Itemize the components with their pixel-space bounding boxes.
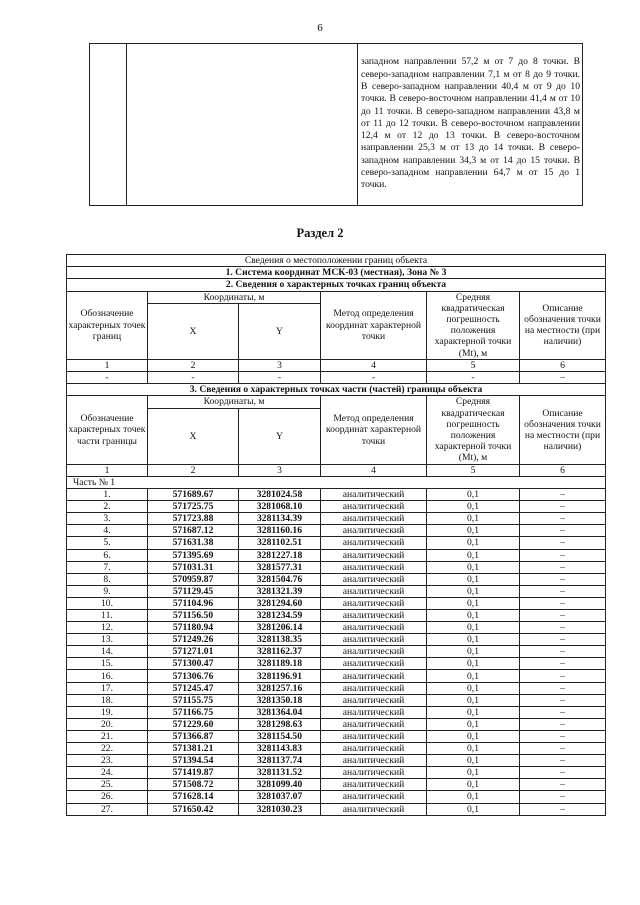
table-row (67, 610, 606, 622)
method-cell: аналитический (321, 513, 427, 525)
empty-cell: - (239, 372, 321, 384)
table-row (67, 779, 606, 791)
table-row (67, 791, 606, 803)
table-row (67, 646, 606, 658)
header-accuracy-part: Средняя квадратическая погрешность положения характерной точки (Mt), м (427, 396, 520, 464)
point-number: 17. (67, 682, 148, 694)
empty-cell: – (520, 372, 606, 384)
page-number: 6 (317, 22, 323, 34)
point-number: 21. (67, 730, 148, 742)
accuracy-cell: 0,1 (427, 767, 520, 779)
table-row (67, 537, 606, 549)
boundary-coordinates-table (66, 254, 606, 816)
accuracy-cell: 0,1 (427, 646, 520, 658)
method-cell: аналитический (321, 561, 427, 573)
accuracy-cell: 0,1 (427, 585, 520, 597)
method-cell: аналитический (321, 622, 427, 634)
x-coordinate: 571156.50 (148, 610, 239, 622)
x-coordinate: 571628.14 (148, 791, 239, 803)
accuracy-cell: 0,1 (427, 730, 520, 742)
column-number: 2 (148, 464, 239, 476)
accuracy-cell: 0,1 (427, 694, 520, 706)
column-number: 5 (427, 359, 520, 371)
method-cell: аналитический (321, 670, 427, 682)
y-coordinate: 3281131.52 (239, 767, 321, 779)
point-number: 6. (67, 549, 148, 561)
accuracy-cell: 0,1 (427, 501, 520, 513)
y-coordinate: 3281298.63 (239, 718, 321, 730)
x-coordinate: 571723.88 (148, 513, 239, 525)
point-number: 27. (67, 803, 148, 815)
method-cell: аналитический (321, 610, 427, 622)
description-cell: – (520, 489, 606, 501)
method-cell: аналитический (321, 597, 427, 609)
description-cell: – (520, 682, 606, 694)
table-row (67, 803, 606, 815)
x-coordinate: 571245.47 (148, 682, 239, 694)
table-row (67, 670, 606, 682)
table-row (67, 682, 606, 694)
coordinate-system-heading: 1. Система координат МСК-03 (местная), Зона № 3 (67, 267, 606, 279)
accuracy-cell: 0,1 (427, 573, 520, 585)
table-row (67, 694, 606, 706)
table-row (67, 561, 606, 573)
table-row (67, 658, 606, 670)
x-coordinate: 571306.76 (148, 670, 239, 682)
accuracy-cell: 0,1 (427, 791, 520, 803)
y-coordinate: 3281234.59 (239, 610, 321, 622)
point-number: 23. (67, 755, 148, 767)
y-coordinate: 3281102.51 (239, 537, 321, 549)
table-row (67, 755, 606, 767)
description-cell: – (520, 803, 606, 815)
table-row (67, 525, 606, 537)
x-coordinate: 571689.67 (148, 489, 239, 501)
header-x-part: X (148, 408, 239, 464)
x-coordinate: 571650.42 (148, 803, 239, 815)
method-cell: аналитический (321, 658, 427, 670)
accuracy-cell: 0,1 (427, 561, 520, 573)
table-row (67, 718, 606, 730)
y-coordinate: 3281504.76 (239, 573, 321, 585)
description-cell: – (520, 610, 606, 622)
accuracy-cell: 0,1 (427, 755, 520, 767)
description-cell: – (520, 646, 606, 658)
column-number: 2 (148, 359, 239, 371)
accuracy-cell: 0,1 (427, 706, 520, 718)
table-row (67, 730, 606, 742)
x-coordinate: 571155.75 (148, 694, 239, 706)
accuracy-cell: 0,1 (427, 779, 520, 791)
point-number: 13. (67, 634, 148, 646)
description-cell: – (520, 767, 606, 779)
description-cell: – (520, 730, 606, 742)
column-number: 6 (520, 464, 606, 476)
x-coordinate: 571725.75 (148, 501, 239, 513)
table-row (67, 513, 606, 525)
description-cell: – (520, 743, 606, 755)
description-cell: – (520, 597, 606, 609)
table-row (67, 489, 606, 501)
column-numbers-row-part (67, 464, 606, 476)
accuracy-cell: 0,1 (427, 513, 520, 525)
x-coordinate: 571508.72 (148, 779, 239, 791)
table-row (67, 743, 606, 755)
y-coordinate: 3281350.18 (239, 694, 321, 706)
method-cell: аналитический (321, 803, 427, 815)
x-coordinate: 571395.69 (148, 549, 239, 561)
point-number: 18. (67, 694, 148, 706)
point-number: 24. (67, 767, 148, 779)
x-coordinate: 571631.38 (148, 537, 239, 549)
method-cell: аналитический (321, 573, 427, 585)
y-coordinate: 3281030.23 (239, 803, 321, 815)
y-coordinate: 3281577.31 (239, 561, 321, 573)
point-number: 10. (67, 597, 148, 609)
method-cell: аналитический (321, 730, 427, 742)
empty-cell: - (427, 372, 520, 384)
point-number: 19. (67, 706, 148, 718)
point-number: 5. (67, 537, 148, 549)
method-cell: аналитический (321, 501, 427, 513)
accuracy-cell: 0,1 (427, 634, 520, 646)
y-coordinate: 3281068.10 (239, 501, 321, 513)
point-number: 12. (67, 622, 148, 634)
part-points-heading: 3. Сведения о характерных точках части (частей) границы объекта (67, 384, 606, 396)
y-coordinate: 3281024.58 (239, 489, 321, 501)
boundary-points-heading: 2. Сведения о характерных точках границ объекта (67, 279, 606, 291)
accuracy-cell: 0,1 (427, 610, 520, 622)
method-cell: аналитический (321, 694, 427, 706)
method-cell: аналитический (321, 489, 427, 501)
accuracy-cell: 0,1 (427, 622, 520, 634)
table-row (67, 585, 606, 597)
x-coordinate: 570959.87 (148, 573, 239, 585)
y-coordinate: 3281294.60 (239, 597, 321, 609)
point-number: 8. (67, 573, 148, 585)
table-row (67, 549, 606, 561)
y-coordinate: 3281137.74 (239, 755, 321, 767)
header-coordinates-part: Координаты, м (148, 396, 321, 408)
table-row (67, 767, 606, 779)
point-number: 11. (67, 610, 148, 622)
y-coordinate: 3281189.18 (239, 658, 321, 670)
accuracy-cell: 0,1 (427, 682, 520, 694)
column-number: 1 (67, 464, 148, 476)
y-coordinate: 3281227.18 (239, 549, 321, 561)
table-row (67, 706, 606, 718)
column-number: 4 (321, 464, 427, 476)
column-number: 3 (239, 359, 321, 371)
accuracy-cell: 0,1 (427, 525, 520, 537)
method-cell: аналитический (321, 537, 427, 549)
description-cell: – (520, 561, 606, 573)
description-cell: – (520, 779, 606, 791)
accuracy-cell: 0,1 (427, 718, 520, 730)
accuracy-cell: 0,1 (427, 743, 520, 755)
description-cell: – (520, 537, 606, 549)
description-cell: – (520, 670, 606, 682)
y-coordinate: 3281321.39 (239, 585, 321, 597)
x-coordinate: 571366.87 (148, 730, 239, 742)
x-coordinate: 571180.94 (148, 622, 239, 634)
header-y: Y (239, 303, 321, 359)
header-coordinates: Координаты, м (148, 291, 321, 303)
header-method-part: Метод определения координат характерной точки (321, 396, 427, 464)
point-number: 9. (67, 585, 148, 597)
x-coordinate: 571300.47 (148, 658, 239, 670)
description-cell: – (520, 694, 606, 706)
header-x: X (148, 303, 239, 359)
x-coordinate: 571271.01 (148, 646, 239, 658)
empty-cell: - (148, 372, 239, 384)
description-cell: – (520, 634, 606, 646)
y-coordinate: 3281154.50 (239, 730, 321, 742)
method-cell: аналитический (321, 767, 427, 779)
y-coordinate: 3281162.37 (239, 646, 321, 658)
method-cell: аналитический (321, 791, 427, 803)
method-cell: аналитический (321, 682, 427, 694)
y-coordinate: 3281037.07 (239, 791, 321, 803)
x-coordinate: 571129.45 (148, 585, 239, 597)
description-cell: – (520, 755, 606, 767)
y-coordinate: 3281138.35 (239, 634, 321, 646)
description-cell: – (520, 658, 606, 670)
description-cell: – (520, 791, 606, 803)
x-coordinate: 571249.26 (148, 634, 239, 646)
method-cell: аналитический (321, 743, 427, 755)
empty-cell: - (321, 372, 427, 384)
accuracy-cell: 0,1 (427, 658, 520, 670)
point-number: 2. (67, 501, 148, 513)
description-cell: – (520, 573, 606, 585)
accuracy-cell: 0,1 (427, 670, 520, 682)
description-cell: – (520, 585, 606, 597)
x-coordinate: 571419.87 (148, 767, 239, 779)
point-number: 1. (67, 489, 148, 501)
section-title: Раздел 2 (296, 226, 344, 240)
column-numbers-row (67, 359, 606, 371)
header-method: Метод определения координат характерной точки (321, 291, 427, 359)
point-number: 3. (67, 513, 148, 525)
method-cell: аналитический (321, 706, 427, 718)
point-number: 25. (67, 779, 148, 791)
table-row (67, 573, 606, 585)
header-part-point-label: Обозначение характерных точек части границы (67, 396, 148, 464)
point-number: 20. (67, 718, 148, 730)
x-coordinate: 571031.31 (148, 561, 239, 573)
column-number: 4 (321, 359, 427, 371)
column-number: 1 (67, 359, 148, 371)
description-cell: – (520, 718, 606, 730)
header-point-label: Обозначение характерных точек границ (67, 291, 148, 359)
x-coordinate: 571381.21 (148, 743, 239, 755)
continuation-table (89, 43, 583, 206)
method-cell: аналитический (321, 585, 427, 597)
description-cell: – (520, 549, 606, 561)
header-y-part: Y (239, 408, 321, 464)
x-coordinate: 571104.96 (148, 597, 239, 609)
method-cell: аналитический (321, 549, 427, 561)
point-number: 16. (67, 670, 148, 682)
table-row (67, 634, 606, 646)
y-coordinate: 3281206.14 (239, 622, 321, 634)
point-number: 14. (67, 646, 148, 658)
y-coordinate: 3281257.16 (239, 682, 321, 694)
table-row (67, 501, 606, 513)
column-number: 6 (520, 359, 606, 371)
y-coordinate: 3281143.83 (239, 743, 321, 755)
header-description: Описание обозначения точки на местности (при наличии) (520, 291, 606, 359)
table-row (67, 597, 606, 609)
description-cell: – (520, 513, 606, 525)
header-description-part: Описание обозначения точки на местности (при наличии) (520, 396, 606, 464)
y-coordinate: 3281364.04 (239, 706, 321, 718)
column-number: 3 (239, 464, 321, 476)
point-number: 7. (67, 561, 148, 573)
empty-data-row (67, 372, 606, 384)
table-caption: Сведения о местоположении границ объекта (67, 255, 606, 267)
x-coordinate: 571166.75 (148, 706, 239, 718)
description-cell: – (520, 706, 606, 718)
method-cell: аналитический (321, 525, 427, 537)
description-cell: – (520, 525, 606, 537)
y-coordinate: 3281160.16 (239, 525, 321, 537)
method-cell: аналитический (321, 634, 427, 646)
part-label: Часть № 1 (67, 476, 606, 488)
point-number: 26. (67, 791, 148, 803)
point-number: 15. (67, 658, 148, 670)
accuracy-cell: 0,1 (427, 489, 520, 501)
x-coordinate: 571687.12 (148, 525, 239, 537)
boundary-description-text: западном направлении 57,2 м от 7 до 8 точки. В северо-западном направлении 7,1 м от 8 до 9 точки. В северо-западном направлении 40,4 м от 9 до 10 точки. В северо-восточном направлении 41,4 м от 10 до 11 точки. В северо-западном направлении 43,8 м от 11 до 12 точки. В северо-восточном направлении 12,4 м от 12 до 13 точки. В северо-восточном направлении 25,3 м от 13 до 14 точки. В северо-западном направлении 34,3 м от 14 до 15 точки. В северо-западном направлении 64,7 м от 15 до 1 точки. (358, 44, 583, 206)
header-accuracy: Средняя квадратическая погрешность положения характерной точки (Mt), м (427, 291, 520, 359)
description-cell: – (520, 622, 606, 634)
y-coordinate: 3281134.39 (239, 513, 321, 525)
y-coordinate: 3281099.40 (239, 779, 321, 791)
accuracy-cell: 0,1 (427, 803, 520, 815)
point-number: 22. (67, 743, 148, 755)
x-coordinate: 571394.54 (148, 755, 239, 767)
empty-cell: - (67, 372, 148, 384)
method-cell: аналитический (321, 718, 427, 730)
method-cell: аналитический (321, 646, 427, 658)
continuation-cell-empty-1 (90, 44, 127, 206)
method-cell: аналитический (321, 779, 427, 791)
accuracy-cell: 0,1 (427, 597, 520, 609)
description-cell: – (520, 501, 606, 513)
accuracy-cell: 0,1 (427, 549, 520, 561)
x-coordinate: 571229.60 (148, 718, 239, 730)
accuracy-cell: 0,1 (427, 537, 520, 549)
coordinate-rows (67, 489, 606, 816)
continuation-cell-empty-2 (127, 44, 358, 206)
method-cell: аналитический (321, 755, 427, 767)
table-row (67, 622, 606, 634)
column-number: 5 (427, 464, 520, 476)
point-number: 4. (67, 525, 148, 537)
y-coordinate: 3281196.91 (239, 670, 321, 682)
